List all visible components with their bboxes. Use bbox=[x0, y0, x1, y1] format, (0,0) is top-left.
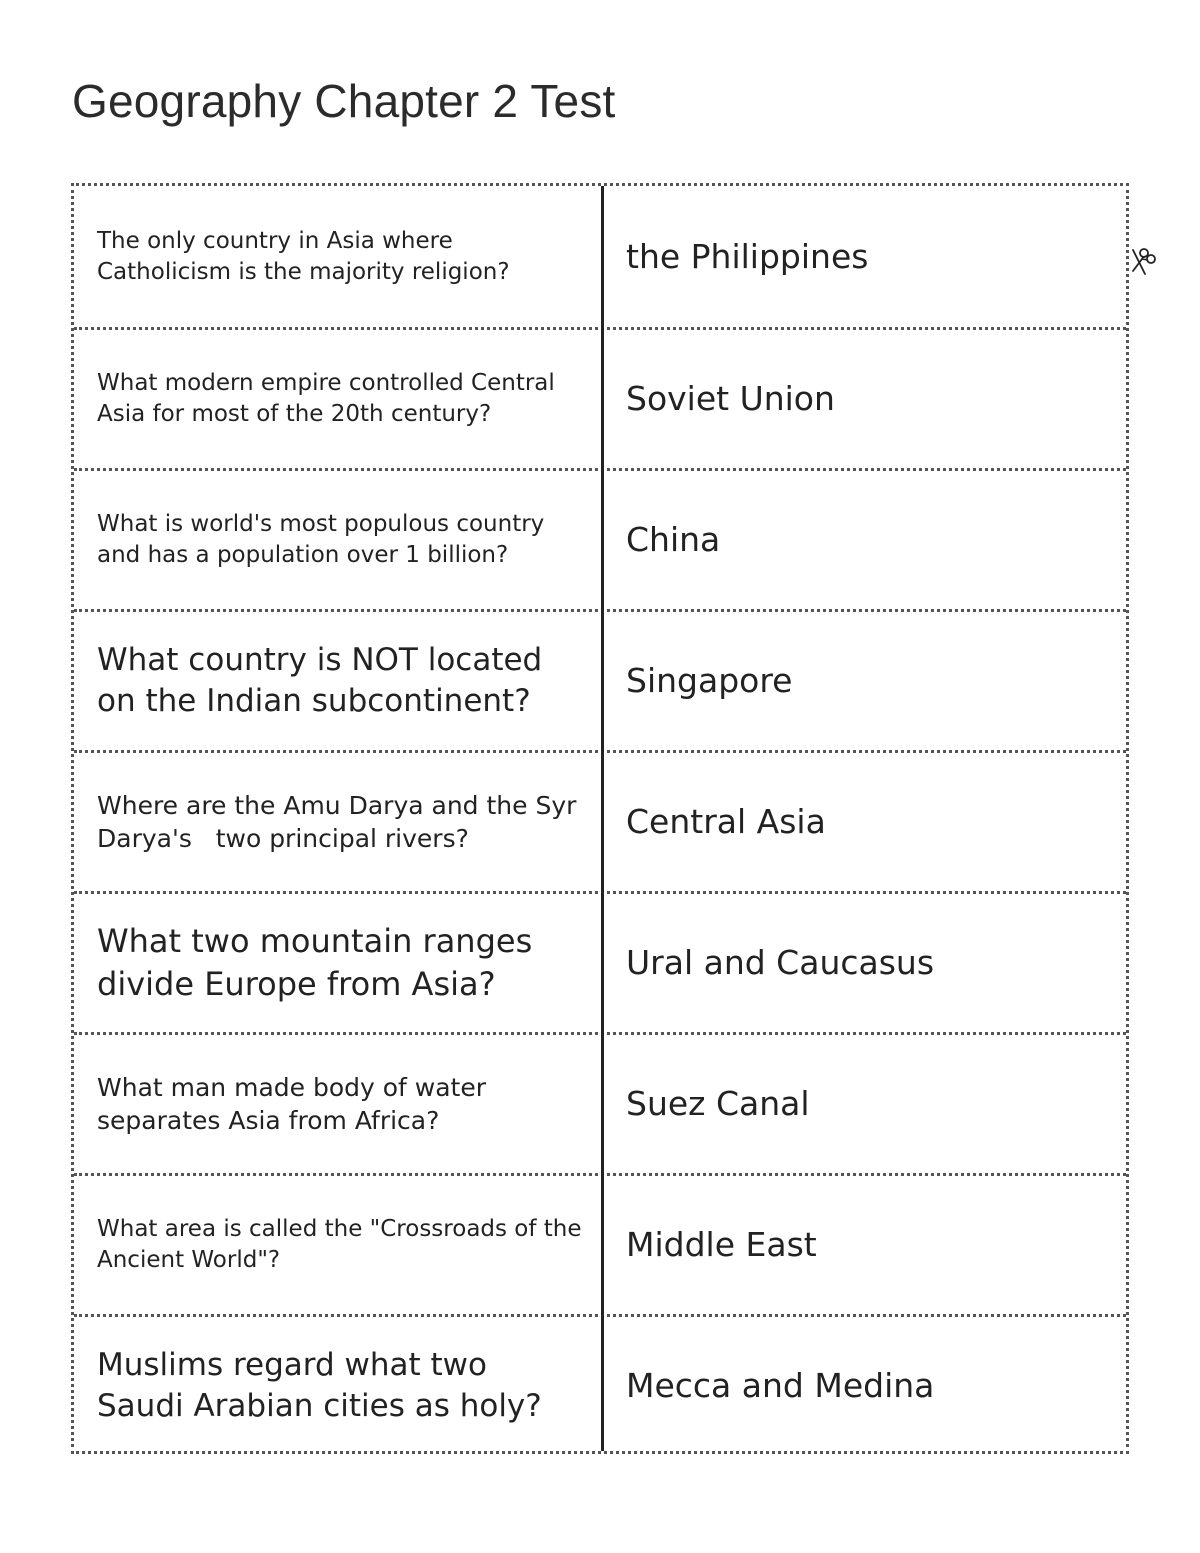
answer-cell bbox=[604, 471, 1126, 609]
answer-text: Suez Canal bbox=[626, 1084, 810, 1123]
question-cell bbox=[74, 471, 601, 609]
question-text: What modern empire controlled Central Asia for most of the 20th century? bbox=[97, 370, 555, 427]
answer-text: Mecca and Medina bbox=[626, 1366, 935, 1405]
question-text: What two mountain ranges divide Europe from Asia? bbox=[97, 922, 533, 1003]
question-cell bbox=[74, 330, 601, 468]
flashcard-row bbox=[74, 1173, 1126, 1314]
answer-text: Ural and Caucasus bbox=[626, 943, 935, 982]
answer-cell bbox=[604, 753, 1126, 891]
flashcard-row bbox=[74, 1032, 1126, 1173]
question-text: What man made body of water separates Asia from Africa? bbox=[97, 1073, 487, 1135]
answer-text: China bbox=[626, 520, 721, 559]
answer-cell bbox=[604, 186, 1126, 327]
question-cell bbox=[74, 186, 601, 327]
flashcard-row bbox=[74, 891, 1126, 1032]
flashcard-row bbox=[74, 327, 1126, 468]
question-text: The only country in Asia where Catholicism is the majority religion? bbox=[97, 227, 510, 285]
center-divider bbox=[601, 186, 604, 1451]
question-text: What country is NOT located on the Indian subcontinent? bbox=[97, 642, 543, 719]
answer-text: Soviet Union bbox=[626, 379, 835, 418]
flashcard-grid bbox=[71, 183, 1129, 1454]
question-text: What area is called the "Crossroads of the Ancient World"? bbox=[97, 1216, 582, 1273]
answer-cell bbox=[604, 612, 1126, 750]
question-cell bbox=[74, 1176, 601, 1314]
answer-text: Singapore bbox=[626, 661, 793, 700]
question-cell bbox=[74, 612, 601, 750]
answer-cell bbox=[604, 1035, 1126, 1173]
question-text: Muslims regard what two Saudi Arabian cities as holy? bbox=[97, 1347, 542, 1424]
question-cell bbox=[74, 894, 601, 1032]
answer-cell bbox=[604, 894, 1126, 1032]
answer-cell bbox=[604, 1176, 1126, 1314]
flashcard-row bbox=[74, 468, 1126, 609]
page-title: Geography Chapter 2 Test bbox=[72, 75, 616, 127]
question-text: What is world's most populous country and has a population over 1 billion? bbox=[97, 511, 545, 568]
answer-text: Central Asia bbox=[626, 802, 826, 841]
question-text: Where are the Amu Darya and the Syr Darya's two principal rivers? bbox=[97, 791, 577, 853]
answer-text: the Philippines bbox=[626, 236, 869, 276]
question-cell bbox=[74, 1317, 601, 1455]
flashcard-row bbox=[74, 186, 1126, 327]
question-cell bbox=[74, 1035, 601, 1173]
flashcard-row bbox=[74, 1314, 1126, 1455]
question-cell bbox=[74, 753, 601, 891]
scissors-icon bbox=[1124, 240, 1158, 280]
flashcard-row bbox=[74, 750, 1126, 891]
flashcard-row bbox=[74, 609, 1126, 750]
answer-text: Middle East bbox=[626, 1225, 817, 1264]
answer-cell bbox=[604, 330, 1126, 468]
answer-cell bbox=[604, 1317, 1126, 1455]
